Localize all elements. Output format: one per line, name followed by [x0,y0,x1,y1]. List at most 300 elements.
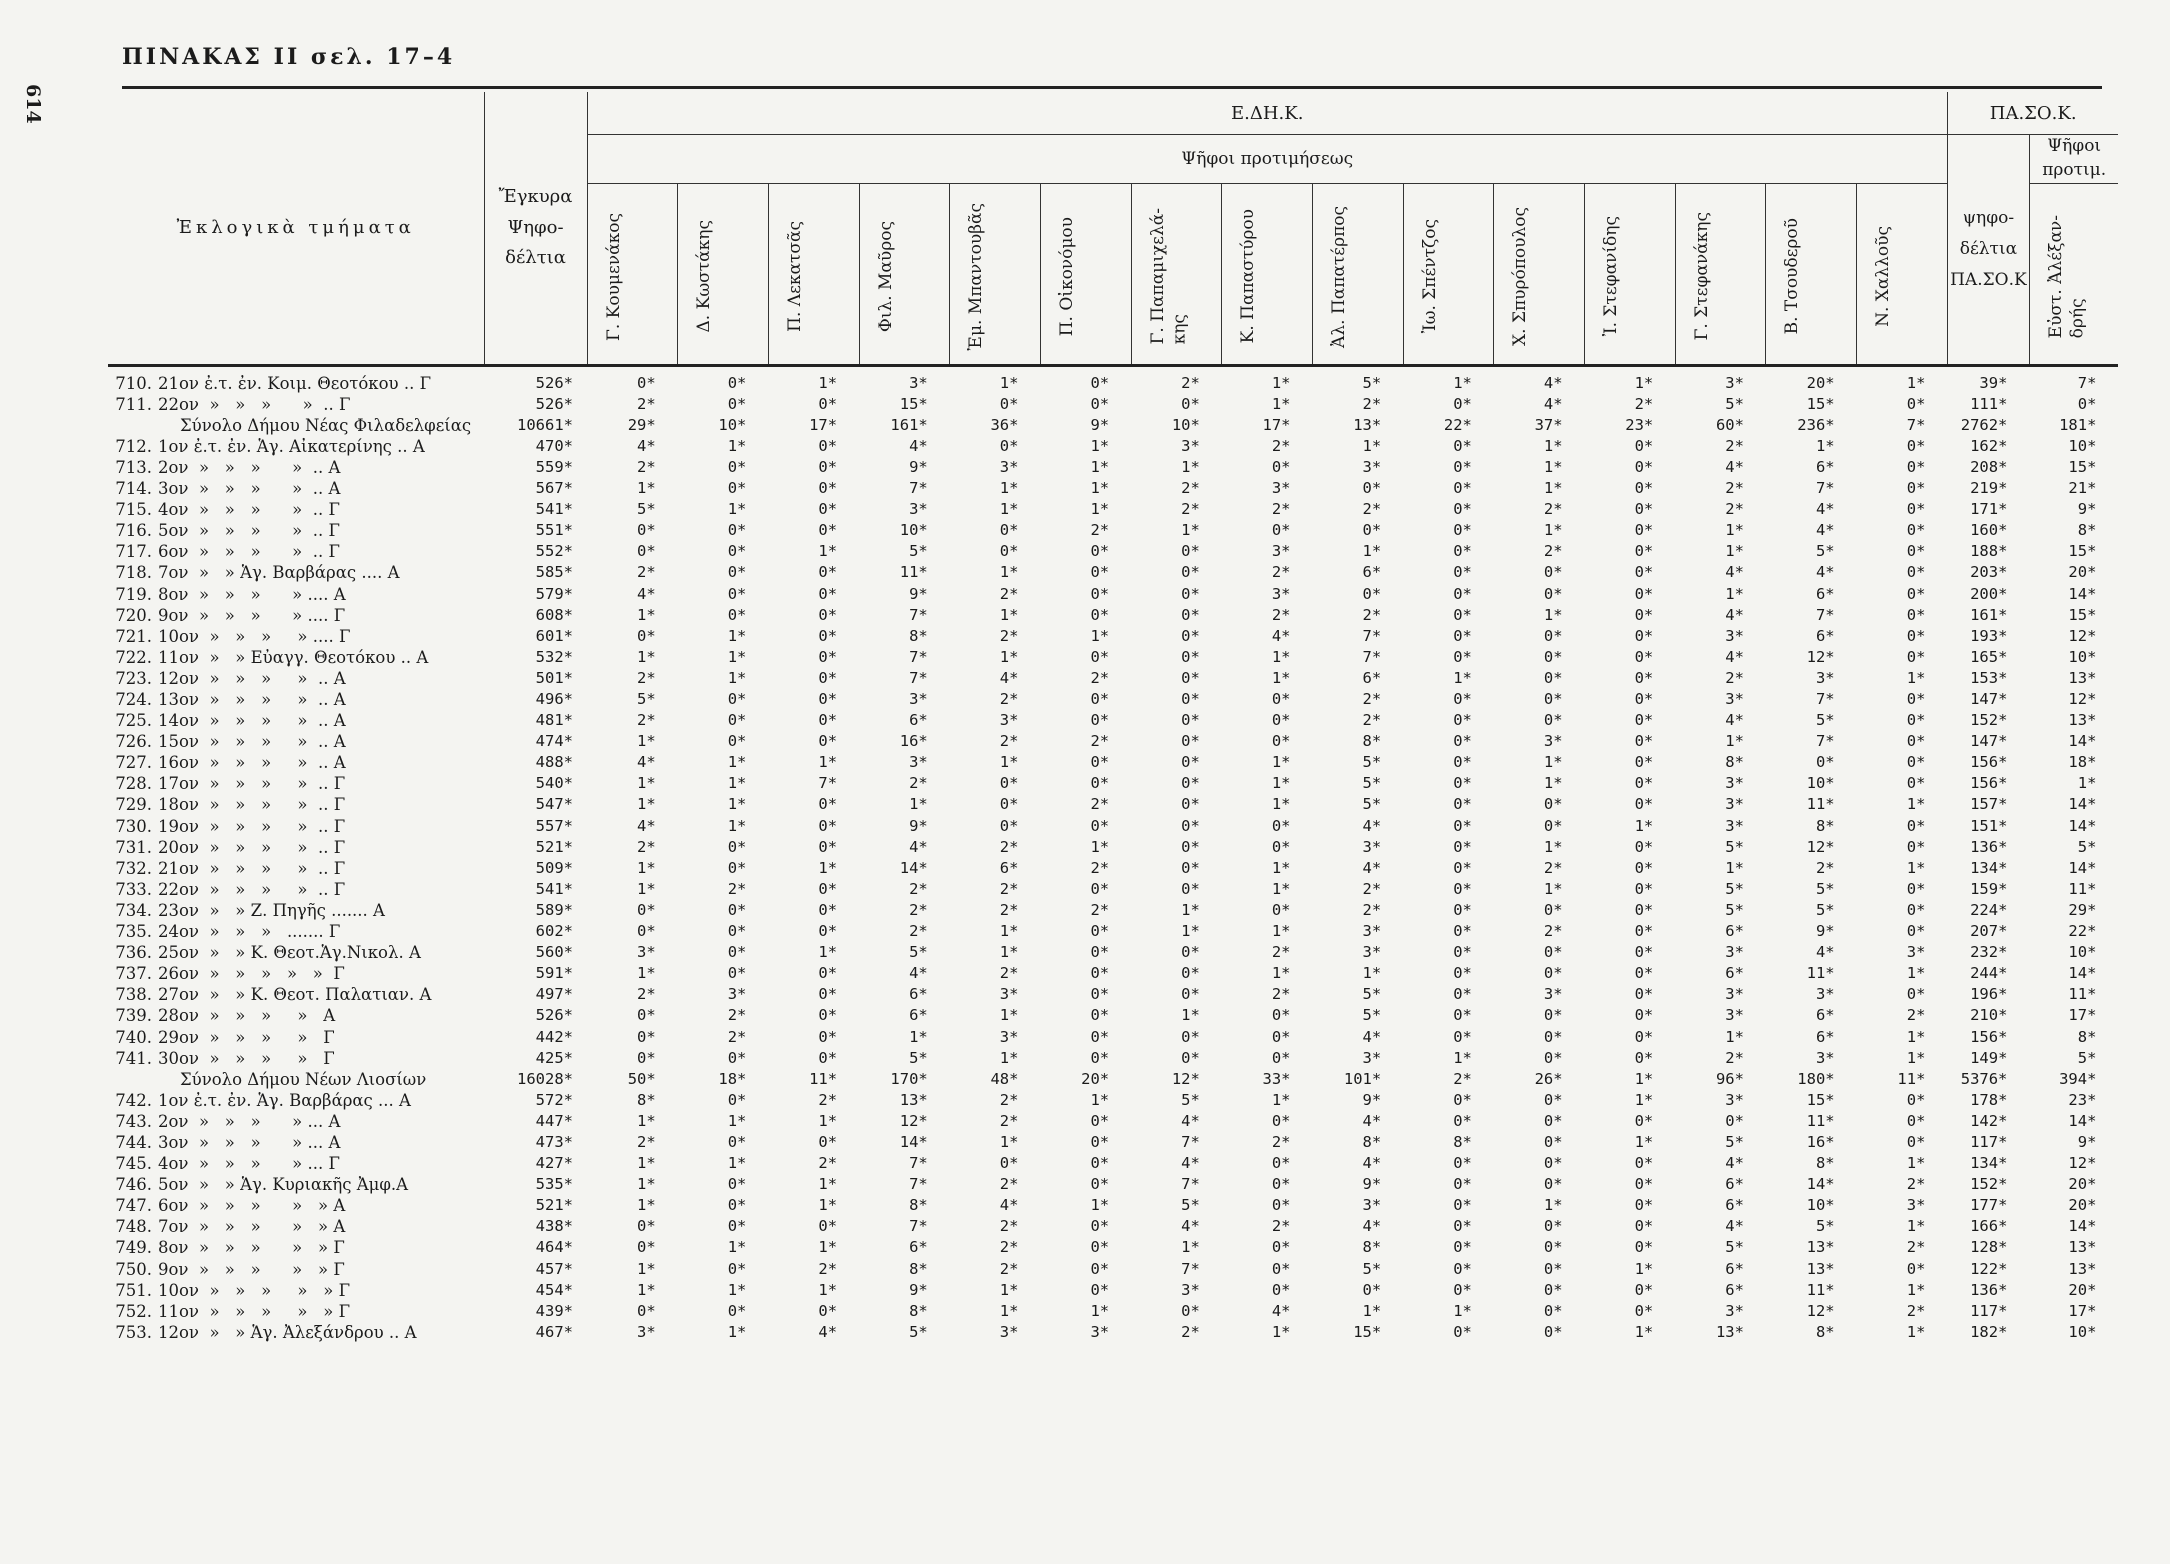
candidate-votes-cell: 0* [1543,563,1563,582]
candidate-votes-cell: 36* [990,415,1019,434]
candidate-votes-cell: 0* [727,922,747,941]
candidate-votes-cell: 3* [727,985,747,1004]
candidate-votes-cell: 8* [1815,1322,1835,1341]
candidate-votes-cell: 0* [637,1048,656,1067]
candidate-votes-cell: 60* [1715,415,1744,434]
candidate-votes-cell: 33* [1262,1069,1291,1088]
candidate-votes-cell: 0* [727,837,747,856]
district-name [108,773,484,794]
candidate-votes-cell: 4* [1362,1154,1382,1173]
district-label: 12ον » » » » .. Α [158,668,346,688]
table-row [108,1005,2118,1026]
candidate-votes-cell: 1* [637,1259,656,1278]
row-number: 739. [115,1006,152,1026]
pasok-preference-cell: 20* [2068,1280,2097,1299]
candidate-votes-cell: 3* [909,373,928,392]
candidate-votes-cell: 7* [909,1154,928,1173]
candidate-votes-cell: 0* [1543,1280,1563,1299]
candidate-votes-cell: 0* [1906,479,1926,498]
valid-ballots-cell: 470* [535,436,573,455]
candidate-votes-cell: 3* [1543,732,1563,751]
candidate-votes-cell: 4* [1271,1301,1291,1320]
candidate-votes-cell: 0* [727,1132,747,1151]
district-label: 22ον » » » » .. Γ [158,879,346,899]
candidate-votes-cell: 1* [909,1027,928,1046]
candidate-votes-cell: 0* [1906,542,1926,561]
district-label: 25ον » » Κ. Θεοτ.Ἁγ.Νικολ. Α [158,943,421,963]
valid-ballots-cell: 551* [535,521,573,540]
candidate-votes-cell: 1* [1906,373,1926,392]
candidate-votes-cell: 0* [727,521,747,540]
candidate-votes-cell: 0* [818,922,838,941]
candidate-votes-cell: 0* [818,668,838,687]
pasok-preference-cell: 181* [2059,415,2097,434]
candidate-votes-cell: 13* [1715,1322,1744,1341]
pasok-preference-cell: 21* [2068,479,2097,498]
candidate-header [1494,183,1585,365]
page-number: 614 [22,84,44,124]
candidate-votes-cell: 0* [1543,1111,1563,1130]
candidate-votes-cell: 7* [909,1175,928,1194]
candidate-votes-cell: 0* [1362,479,1382,498]
candidate-votes-cell: 4* [1815,563,1835,582]
valid-ballots-line-3: δέλτια [505,247,566,269]
candidate-votes-cell: 1* [727,1322,747,1341]
candidate-votes-cell: 2* [1090,795,1110,814]
table-row [108,731,2118,752]
candidate-votes-cell: 0* [1090,964,1110,983]
candidate-votes-cell: 2* [637,1132,656,1151]
candidate-votes-cell: 2* [1181,500,1200,519]
valid-ballots-cell: 591* [535,964,573,983]
pasok-ballots-cell: 142* [1970,1111,2008,1130]
candidate-votes-cell: 3* [1725,816,1744,835]
candidate-votes-cell: 1* [1543,457,1563,476]
pasok-preference-cell: 14* [2068,1111,2097,1130]
candidate-votes-cell: 1* [1906,1048,1926,1067]
valid-ballots-header [484,92,587,365]
candidate-votes-cell: 1* [1090,837,1110,856]
candidate-votes-cell: 0* [818,732,838,751]
candidate-votes-cell: 1* [1181,922,1200,941]
candidate-votes-cell: 5* [909,1048,928,1067]
district-name [108,1322,484,1343]
candidate-votes-cell: 0* [1634,1301,1654,1320]
candidate-votes-cell: 0* [818,985,838,1004]
pasok-preference-cell: 14* [2068,964,2097,983]
candidate-votes-cell: 6* [1815,1027,1835,1046]
candidate-votes-cell: 4* [1362,816,1382,835]
valid-ballots-cell: 442* [535,1027,573,1046]
candidate-votes-cell: 5* [1815,711,1835,730]
pasok-preference-cell: 17* [2068,1006,2097,1025]
table-row [108,1090,2118,1111]
candidate-votes-cell: 3* [1362,837,1382,856]
candidate-votes-cell: 0* [1181,394,1200,413]
candidate-votes-cell: 0* [1181,774,1200,793]
pasok-ballots-cell: 122* [1970,1259,2008,1278]
candidate-votes-cell: 1* [727,647,747,666]
pasok-ballots-cell: 162* [1970,436,2008,455]
candidate-votes-cell: 1* [1725,521,1744,540]
valid-ballots-cell: 541* [535,879,573,898]
candidate-votes-cell: 9* [909,584,928,603]
candidate-votes-cell: 1* [999,922,1019,941]
row-number: 723. [115,668,152,688]
candidate-votes-cell: 0* [1543,1154,1563,1173]
candidate-votes-cell: 0* [1090,816,1110,835]
candidate-votes-cell: 0* [1181,563,1200,582]
candidate-votes-cell: 20* [1081,1069,1110,1088]
candidate-votes-cell: 0* [1543,1259,1563,1278]
candidate-votes-cell: 1* [1090,1196,1110,1215]
candidate-votes-cell: 3* [1725,943,1744,962]
candidate-header [1222,183,1313,365]
candidate-votes-cell: 2* [1906,1175,1926,1194]
candidate-votes-cell: 4* [1725,711,1744,730]
candidate-votes-cell: 0* [1090,985,1110,1004]
valid-ballots-cell: 601* [535,626,573,645]
candidate-votes-cell: 1* [1181,900,1200,919]
candidate-votes-cell: 1* [637,479,656,498]
candidate-votes-cell: 3* [1271,479,1291,498]
table-row [108,562,2118,583]
candidate-votes-cell: 2* [1271,500,1291,519]
candidate-votes-cell: 6* [1815,584,1835,603]
district-label: 22ον » » » » .. Γ [158,394,351,414]
candidate-votes-cell: 1* [818,1238,838,1257]
candidate-votes-cell: 0* [1634,1111,1654,1130]
candidate-votes-cell: 1* [1271,879,1291,898]
candidate-votes-cell: 7* [1906,415,1926,434]
pasok-ballots-cell: 182* [1970,1322,2008,1341]
district-name [108,436,484,457]
candidate-votes-cell: 7* [1362,647,1382,666]
candidate-votes-cell: 50* [627,1069,656,1088]
candidate-votes-cell: 8* [1362,1238,1382,1257]
candidate-votes-cell: 3* [909,753,928,772]
candidate-votes-cell: 1* [999,500,1019,519]
district-name [108,373,484,394]
candidate-votes-cell: 0* [1543,1132,1563,1151]
candidate-votes-cell: 1* [1271,753,1291,772]
candidate-votes-cell: 3* [1362,1196,1382,1215]
candidate-votes-cell: 0* [1362,584,1382,603]
valid-ballots-cell: 532* [535,647,573,666]
candidate-votes-cell: 1* [727,774,747,793]
candidate-votes-cell: 5* [1725,900,1744,919]
candidate-votes-cell: 0* [1906,837,1926,856]
candidate-votes-cell: 8* [1725,753,1744,772]
candidate-votes-cell: 0* [1090,774,1110,793]
table-row [108,1132,2118,1153]
table-row [108,394,2118,415]
candidate-votes-cell: 0* [727,373,747,392]
candidate-votes-cell: 2* [1271,1132,1291,1151]
candidate-votes-cell: 0* [1453,394,1472,413]
candidate-votes-cell: 1* [999,563,1019,582]
district-label: 6ον » » » » .. Γ [158,542,340,562]
district-name [108,520,484,541]
candidate-votes-cell: 14* [899,858,928,877]
candidate-votes-cell: 1* [1271,774,1291,793]
candidate-votes-cell: 6* [999,858,1019,877]
candidate-votes-cell: 0* [727,1217,747,1236]
candidate-votes-cell: 0* [1181,668,1200,687]
candidate-votes-cell: 9* [1362,1175,1382,1194]
candidate-votes-cell: 1* [1362,436,1382,455]
valid-ballots-cell: 496* [535,690,573,708]
candidate-votes-cell: 1* [1271,394,1291,413]
candidate-votes-cell: 0* [1906,605,1926,624]
candidate-votes-cell: 2* [637,668,656,687]
pasok-ballots-cell: 165* [1970,647,2008,666]
candidate-votes-cell: 0* [1634,1027,1654,1046]
district-label: 24ον » » » ....... Γ [158,922,341,942]
candidate-votes-cell: 2* [1181,373,1200,392]
candidate-votes-cell: 1* [1090,1090,1110,1109]
candidate-votes-cell: 3* [999,1027,1019,1046]
candidate-votes-cell: 6* [1725,1175,1744,1194]
candidate-votes-cell: 0* [727,964,747,983]
candidate-votes-cell: 0* [1543,1027,1563,1046]
candidate-votes-cell: 26* [1534,1069,1563,1088]
candidate-votes-cell: 4* [1725,605,1744,624]
candidate-votes-cell: 0* [1634,985,1654,1004]
candidate-votes-cell: 0* [1543,626,1563,645]
candidate-votes-cell: 0* [1634,542,1654,561]
pasok-ballots-cell: 152* [1970,1175,2008,1194]
candidate-votes-cell: 13* [1806,1259,1835,1278]
candidate-votes-cell: 4* [1362,1217,1382,1236]
candidate-votes-cell: 1* [1271,795,1291,814]
candidate-votes-cell: 3* [1543,985,1563,1004]
candidate-votes-cell: 1* [1362,964,1382,983]
candidate-votes-cell: 1* [818,1175,838,1194]
pasok-preference-cell: 14* [2068,816,2097,835]
candidate-votes-cell: 1* [1181,1006,1200,1025]
table-row [108,710,2118,731]
candidate-header [1766,183,1857,365]
candidate-votes-cell: 2* [1090,732,1110,751]
candidate-votes-cell: 0* [1453,964,1472,983]
candidate-votes-cell: 5* [1725,394,1744,413]
valid-ballots-cell: 608* [535,605,573,624]
candidate-votes-cell: 1* [1271,964,1291,983]
district-name [108,984,484,1005]
candidate-votes-cell: 1* [999,1006,1019,1025]
candidate-votes-cell: 1* [1543,774,1563,793]
election-results-table [108,92,2118,1343]
candidate-votes-cell: 0* [1906,1132,1926,1151]
candidate-votes-cell: 5* [1362,795,1382,814]
candidate-votes-cell: 4* [1815,521,1835,540]
district-label: 23ον » » Ζ. Πηγῆς ....... Α [158,900,385,920]
pasok-ballots-cell: 200* [1970,584,2008,603]
pasok-preference-cell: 8* [2077,521,2097,540]
valid-ballots-cell: 572* [535,1090,573,1109]
candidate-votes-cell: 0* [637,521,656,540]
candidate-votes-cell: 1* [818,753,838,772]
candidate-votes-cell: 7* [1181,1175,1200,1194]
table-row [108,605,2118,626]
candidate-header [1857,183,1948,365]
valid-ballots-cell: 473* [535,1132,573,1151]
candidate-votes-cell: 2* [1725,479,1744,498]
candidate-votes-cell: 0* [1543,943,1563,962]
candidate-votes-cell: 1* [1543,837,1563,856]
candidate-votes-cell: 0* [1906,732,1926,751]
candidate-name: Β. Τσουδεροῦ [1782,218,1803,335]
candidate-votes-cell: 2* [1271,605,1291,624]
candidate-votes-cell: 12* [1806,1301,1835,1320]
candidate-votes-cell: 3* [1725,373,1744,392]
candidate-votes-cell: 12* [1806,837,1835,856]
row-number: 733. [115,879,152,899]
candidate-votes-cell: 11* [1897,1069,1926,1088]
candidate-votes-cell: 8* [909,1301,928,1320]
candidate-votes-cell: 3* [1362,922,1382,941]
candidate-votes-cell: 0* [818,795,838,814]
candidate-votes-cell: 8* [1362,732,1382,751]
row-number: 731. [115,837,152,857]
pasok-candidate-name: Εὐστ. Ἀλέξαν- δρής [2045,214,2088,339]
row-number: 714. [115,479,152,499]
pasok-ballots-cell: 208* [1970,457,2008,476]
candidate-votes-cell: 0* [1271,1259,1291,1278]
candidate-votes-cell: 2* [1271,943,1291,962]
valid-ballots-cell: 488* [535,753,573,772]
district-label: 7ον » » » » » Α [158,1217,346,1237]
candidate-votes-cell: 7* [909,605,928,624]
candidate-votes-cell: 0* [1271,1048,1291,1067]
candidate-votes-cell: 0* [1271,900,1291,919]
candidate-votes-cell: 1* [727,1111,747,1130]
candidate-votes-cell: 1* [1362,1301,1382,1320]
candidate-votes-cell: 2* [1181,1322,1200,1341]
valid-ballots-cell: 457* [535,1259,573,1278]
pasok-ballots-cell: 224* [1970,900,2008,919]
candidate-votes-cell: 0* [1543,584,1563,603]
candidate-votes-cell: 0* [1181,1048,1200,1067]
candidate-votes-cell: 0* [818,837,838,856]
candidate-votes-cell: 0* [818,626,838,645]
candidate-votes-cell: 5* [1725,1132,1744,1151]
candidate-votes-cell: 0* [1906,879,1926,898]
district-name [108,752,484,773]
table-title: ΠΙΝΑΚΑΣ ΙΙ σελ. 17–4 [122,44,456,70]
candidate-votes-cell: 2* [1362,690,1382,708]
candidate-votes-cell: 2* [909,922,928,941]
candidate-votes-cell: 11* [809,1069,838,1088]
candidate-votes-cell: 0* [1181,1027,1200,1046]
candidate-votes-cell: 5* [1725,837,1744,856]
candidate-votes-cell: 1* [1906,964,1926,983]
candidate-votes-cell: 0* [1543,1090,1563,1109]
candidate-votes-cell: 0* [999,521,1019,540]
candidate-votes-cell: 6* [1815,1006,1835,1025]
row-number: 728. [115,774,152,794]
candidate-votes-cell: 0* [1634,795,1654,814]
candidate-votes-cell: 2* [999,732,1019,751]
valid-ballots-cell: 585* [535,563,573,582]
district-name [108,562,484,583]
candidate-votes-cell: 0* [1181,690,1200,708]
candidate-votes-cell: 2* [999,964,1019,983]
candidate-votes-cell: 16* [1806,1132,1835,1151]
candidate-votes-cell: 1* [637,774,656,793]
candidate-votes-cell: 0* [1906,584,1926,603]
candidate-votes-cell: 101* [1343,1069,1382,1088]
candidate-votes-cell: 23* [1625,415,1654,434]
candidate-votes-cell: 10* [1806,1196,1835,1215]
candidate-votes-cell: 1* [818,373,838,392]
candidate-votes-cell: 0* [727,563,747,582]
candidate-votes-cell: 3* [637,1322,656,1341]
candidate-votes-cell: 0* [1453,1175,1472,1194]
candidate-votes-cell: 7* [1815,732,1835,751]
pasok-preference-cell: 14* [2068,732,2097,751]
candidate-votes-cell: 0* [1090,1048,1110,1067]
candidate-votes-cell: 0* [1543,900,1563,919]
candidate-votes-cell: 1* [999,479,1019,498]
table-row [108,1174,2118,1195]
candidate-votes-cell: 8* [1362,1132,1382,1151]
candidate-votes-cell: 4* [1181,1154,1200,1173]
candidate-votes-cell: 1* [999,647,1019,666]
district-label: 15ον » » » » .. Α [158,732,346,752]
candidate-votes-cell: 1* [999,1280,1019,1299]
candidate-votes-cell: 0* [1906,1090,1926,1109]
row-number: 721. [115,626,152,646]
candidate-votes-cell: 0* [1271,1027,1291,1046]
candidate-votes-cell: 2* [637,711,656,730]
candidate-votes-cell: 1* [1453,1301,1472,1320]
candidate-votes-cell: 1* [1271,647,1291,666]
candidate-header [1675,183,1766,365]
valid-ballots-cell: 526* [535,1006,573,1025]
candidate-votes-cell: 2* [999,690,1019,708]
candidate-votes-cell: 4* [1543,394,1563,413]
candidate-votes-cell: 1* [1271,668,1291,687]
candidate-votes-cell: 236* [1797,415,1835,434]
pasok-preference-cell: 17* [2068,1301,2097,1320]
candidate-votes-cell: 0* [1634,1175,1654,1194]
candidate-votes-cell: 1* [1090,457,1110,476]
district-name [108,541,484,562]
row-number: 725. [115,711,152,731]
candidate-votes-cell: 0* [1090,1238,1110,1257]
candidate-votes-cell: 2* [1906,1238,1926,1257]
candidate-votes-cell: 0* [1453,542,1472,561]
district-name [108,1048,484,1069]
candidate-votes-cell: 9* [909,457,928,476]
candidate-votes-cell: 0* [1090,1006,1110,1025]
candidate-votes-cell: 2* [999,1217,1019,1236]
candidate-votes-cell: 2* [1725,1048,1744,1067]
candidate-votes-cell: 2* [1271,985,1291,1004]
pasok-ballots-cell: 157* [1970,795,2008,814]
candidate-votes-cell: 3* [999,985,1019,1004]
candidate-name: Γ. Παπαμιχελά- κης [1147,208,1189,345]
candidate-votes-cell: 6* [1815,626,1835,645]
candidate-votes-cell: 2* [1543,922,1563,941]
valid-ballots-cell: 497* [535,985,573,1004]
candidate-votes-cell: 2* [1725,436,1744,455]
candidate-votes-cell: 0* [1634,858,1654,877]
candidate-votes-cell: 1* [1453,668,1472,687]
row-number: 712. [115,436,152,456]
